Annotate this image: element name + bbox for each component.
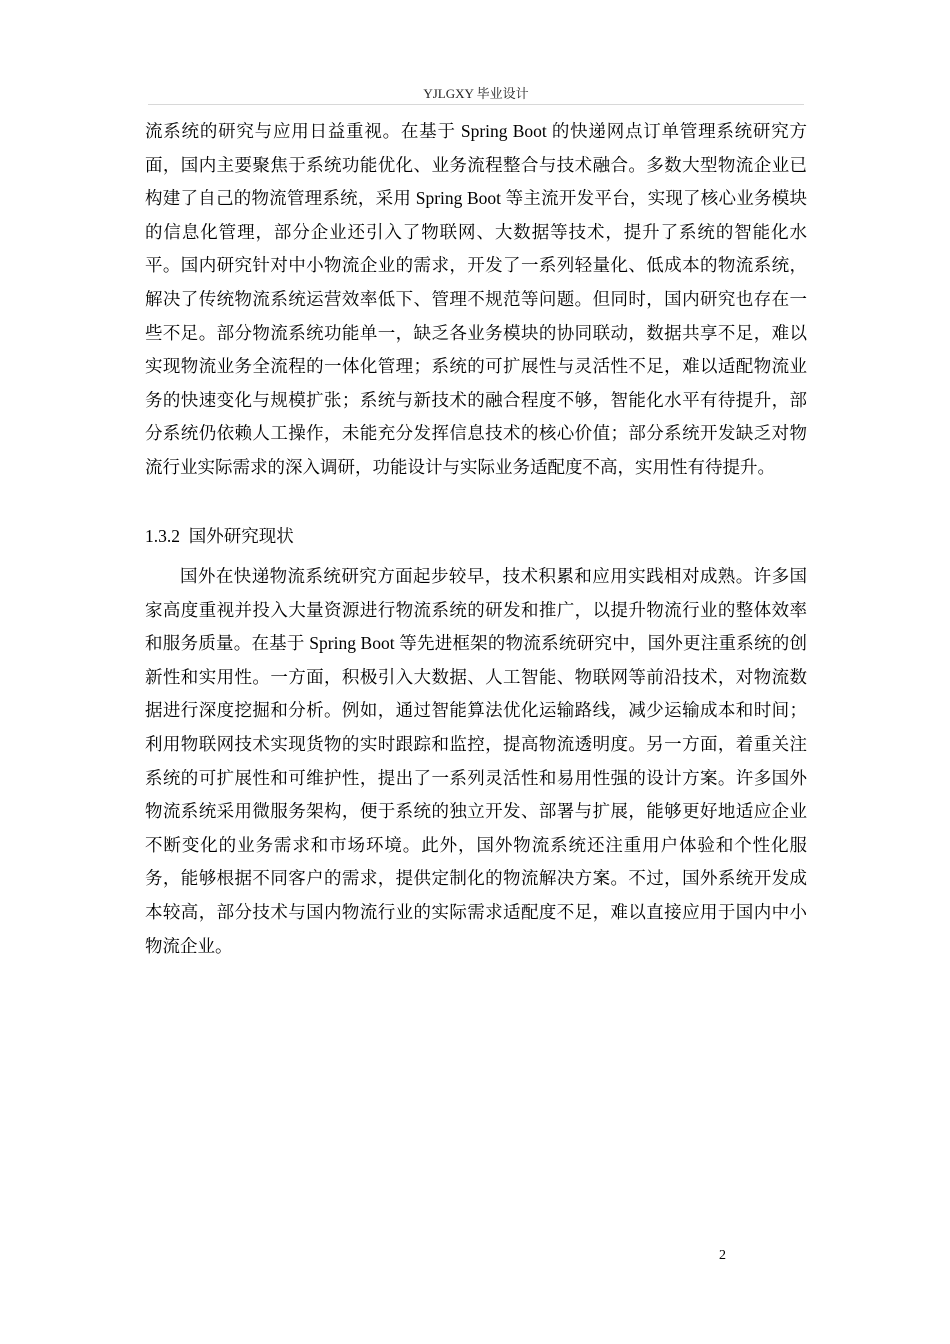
section-number: 1.3.2	[145, 526, 180, 546]
header-divider	[148, 104, 804, 105]
paragraph-foreign-research: 国外在快递物流系统研究方面起步较早，技术积累和应用实践相对成熟。许多国家高度重视并投入大量资源进行物流系统的研发和推广，以提升物流行业的整体效率和服务质量。在基于 Spring Boot 等先进框架的物流系统研究中，国外更注重系统的创新性和实用性。一方面，积极引入大数据、人工智能、物联网等前沿技术，对物流数据进行深度挖掘和分析。例如，通过智能算法优化运输路线，减少运输成本和时间；利用物联网技术实现货物的实时跟踪和监控，提高物流透明度。另一方面，着重关注系统的可扩展性和可维护性，提出了一系列灵活性和易用性强的设计方案。许多国外物流系统采用微服务架构，便于系统的独立开发、部署与扩展，能够更好地适应企业不断变化的业务需求和市场环境。此外，国外物流系统还注重用户体验和个性化服务，能够根据不同客户的需求，提供定制化的物流解决方案。不过，国外系统开发成本较高，部分技术与国内物流行业的实际需求适配度不足，难以直接应用于国内中小物流企业。	[145, 566, 807, 956]
header-title: YJLGXY 毕业设计	[423, 86, 529, 101]
section-heading	[145, 520, 807, 554]
page-header	[148, 84, 804, 104]
section-title: 国外研究现状	[188, 526, 294, 546]
paragraph-domestic-research: 流系统的研究与应用日益重视。在基于 Spring Boot 的快递网点订单管理系统研究方面，国内主要聚焦于系统功能优化、业务流程整合与技术融合。多数大型物流企业已构建了自己的物流管理系统，采用 Spring Boot 等主流开发平台，实现了核心业务模块的信息化管理，部分企业还引入了物联网、大数据等技术，提升了系统的智能化水平。国内研究针对中小物流企业的需求，开发了一系列轻量化、低成本的物流系统，解决了传统物流系统运营效率低下、管理不规范等问题。但同时，国内研究也存在一些不足。部分物流系统功能单一，缺乏各业务模块的协同联动，数据共享不足，难以实现物流业务全流程的一体化管理；系统的可扩展性与灵活性不足，难以适配物流业务的快速变化与规模扩张；系统与新技术的融合程度不够，智能化水平有待提升，部分系统仍依赖人工操作，未能充分发挥信息技术的核心价值；部分系统开发缺乏对物流行业实际需求的深入调研，功能设计与实际业务适配度不高，实用性有待提升。	[145, 121, 807, 477]
page-number: 2	[719, 1248, 726, 1263]
